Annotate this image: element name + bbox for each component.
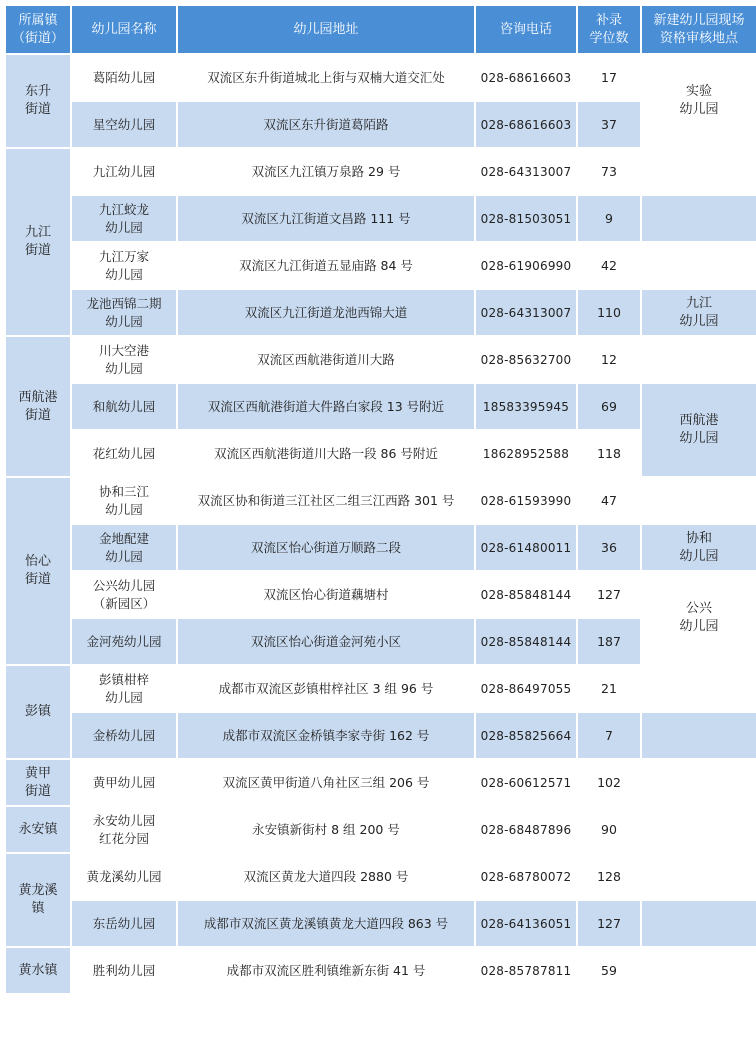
table-row [6,525,756,570]
seats-cell: 90 [578,807,640,852]
seats-cell: 17 [578,55,640,100]
address-cell: 双流区怡心街道藕塘村 [178,572,474,617]
table-row [6,196,756,241]
phone-cell: 028-85632700 [476,337,576,382]
kindergarten-table [4,4,756,995]
header-site: 新建幼儿园现场 资格审核地点 [642,6,756,53]
kindergarten-name-cell: 金桥幼儿园 [72,713,176,758]
address-cell: 成都市双流区胜利镇维新东街 41 号 [178,948,474,993]
address-cell: 永安镇新街村 8 组 200 号 [178,807,474,852]
seats-cell: 73 [578,149,640,194]
kindergarten-name-cell: 花红幼儿园 [72,431,176,476]
seats-cell: 127 [578,572,640,617]
review-site-cell: 九江 幼儿园 [642,290,756,335]
phone-cell: 028-85825664 [476,713,576,758]
phone-cell: 028-64313007 [476,290,576,335]
seats-cell: 127 [578,901,640,946]
address-cell: 双流区黄龙大道四段 2880 号 [178,854,474,899]
kindergarten-name-cell: 星空幼儿园 [72,102,176,147]
seats-cell: 102 [578,760,640,805]
district-cell: 永安镇 [6,807,70,852]
review-site-cell: 公兴 幼儿园 [642,572,756,664]
phone-cell: 028-60612571 [476,760,576,805]
review-site-cell: 协和 幼儿园 [642,525,756,570]
address-cell: 成都市双流区金桥镇李家寺街 162 号 [178,713,474,758]
seats-cell: 128 [578,854,640,899]
seats-cell: 7 [578,713,640,758]
review-site-cell [642,901,756,946]
phone-cell: 028-86497055 [476,666,576,711]
table-body [6,55,756,993]
district-cell: 怡心 街道 [6,478,70,664]
table-row [6,572,756,617]
kindergarten-name-cell: 金地配建 幼儿园 [72,525,176,570]
phone-cell: 028-61480011 [476,525,576,570]
table-row [6,243,756,288]
header-phone: 咨询电话 [476,6,576,53]
seats-cell: 21 [578,666,640,711]
district-cell: 彭镇 [6,666,70,758]
seats-cell: 118 [578,431,640,476]
table-row [6,55,756,100]
table-row [6,666,756,711]
seats-cell: 36 [578,525,640,570]
district-cell: 东升 街道 [6,55,70,147]
header-seats: 补录 学位数 [578,6,640,53]
header-district: 所属镇 （街道） [6,6,70,53]
phone-cell: 028-68780072 [476,854,576,899]
seats-cell: 42 [578,243,640,288]
table-row [6,713,756,758]
kindergarten-name-cell: 九江蛟龙 幼儿园 [72,196,176,241]
district-cell: 黄龙溪 镇 [6,854,70,946]
address-cell: 双流区九江街道文昌路 111 号 [178,196,474,241]
review-site-cell [642,337,756,382]
district-cell: 西航港 街道 [6,337,70,476]
phone-cell: 028-68616603 [476,102,576,147]
kindergarten-name-cell: 永安幼儿园 红花分园 [72,807,176,852]
table-row [6,337,756,382]
address-cell: 双流区九江街道龙池西锦大道 [178,290,474,335]
review-site-cell [642,478,756,523]
district-cell: 黄甲 街道 [6,760,70,805]
phone-cell: 028-68616603 [476,55,576,100]
review-site-cell [642,760,756,805]
kindergarten-table-wrapper [4,4,752,1039]
seats-cell: 69 [578,384,640,429]
phone-cell: 028-61593990 [476,478,576,523]
review-site-cell [642,243,756,288]
review-site-cell: 西航港 幼儿园 [642,384,756,476]
table-row [6,948,756,993]
review-site-cell [642,854,756,899]
phone-cell: 028-85848144 [476,619,576,664]
table-row [6,384,756,429]
phone-cell: 028-61906990 [476,243,576,288]
district-cell: 九江 街道 [6,149,70,335]
address-cell: 双流区九江镇万泉路 29 号 [178,149,474,194]
kindergarten-name-cell: 胜利幼儿园 [72,948,176,993]
kindergarten-name-cell: 龙池西锦二期 幼儿园 [72,290,176,335]
phone-cell: 028-81503051 [476,196,576,241]
kindergarten-name-cell: 川大空港 幼儿园 [72,337,176,382]
table-row [6,901,756,946]
review-site-cell [642,713,756,758]
phone-cell: 18628952588 [476,431,576,476]
review-site-cell [642,807,756,852]
kindergarten-name-cell: 葛陌幼儿园 [72,55,176,100]
seats-cell: 47 [578,478,640,523]
address-cell: 双流区东升街道葛陌路 [178,102,474,147]
seats-cell: 187 [578,619,640,664]
address-cell: 双流区怡心街道金河苑小区 [178,619,474,664]
address-cell: 双流区西航港街道大件路白家段 13 号附近 [178,384,474,429]
review-site-cell [642,149,756,194]
address-cell: 双流区怡心街道万顺路二段 [178,525,474,570]
kindergarten-name-cell: 九江万家 幼儿园 [72,243,176,288]
review-site-cell [642,948,756,993]
table-row [6,149,756,194]
phone-cell: 028-64313007 [476,149,576,194]
table-header [6,6,756,53]
kindergarten-name-cell: 东岳幼儿园 [72,901,176,946]
seats-cell: 12 [578,337,640,382]
kindergarten-name-cell: 黄龙溪幼儿园 [72,854,176,899]
address-cell: 双流区协和街道三江社区二组三江西路 301 号 [178,478,474,523]
address-cell: 双流区西航港街道川大路 [178,337,474,382]
kindergarten-name-cell: 协和三江 幼儿园 [72,478,176,523]
header-name: 幼儿园名称 [72,6,176,53]
table-row [6,290,756,335]
kindergarten-name-cell: 彭镇柑梓 幼儿园 [72,666,176,711]
seats-cell: 37 [578,102,640,147]
review-site-cell [642,666,756,711]
district-cell: 黄水镇 [6,948,70,993]
review-site-cell [642,196,756,241]
kindergarten-name-cell: 金河苑幼儿园 [72,619,176,664]
address-cell: 成都市双流区彭镇柑梓社区 3 组 96 号 [178,666,474,711]
seats-cell: 110 [578,290,640,335]
table-row [6,760,756,805]
address-cell: 双流区西航港街道川大路一段 86 号附近 [178,431,474,476]
phone-cell: 028-68487896 [476,807,576,852]
table-row [6,854,756,899]
table-row [6,807,756,852]
seats-cell: 9 [578,196,640,241]
review-site-cell: 实验 幼儿园 [642,55,756,147]
header-address: 幼儿园地址 [178,6,474,53]
address-cell: 成都市双流区黄龙溪镇黄龙大道四段 863 号 [178,901,474,946]
kindergarten-name-cell: 黄甲幼儿园 [72,760,176,805]
address-cell: 双流区东升街道城北上街与双楠大道交汇处 [178,55,474,100]
table-row [6,478,756,523]
phone-cell: 028-64136051 [476,901,576,946]
kindergarten-name-cell: 九江幼儿园 [72,149,176,194]
phone-cell: 18583395945 [476,384,576,429]
phone-cell: 028-85848144 [476,572,576,617]
seats-cell: 59 [578,948,640,993]
kindergarten-name-cell: 和航幼儿园 [72,384,176,429]
phone-cell: 028-85787811 [476,948,576,993]
address-cell: 双流区九江街道五显庙路 84 号 [178,243,474,288]
address-cell: 双流区黄甲街道八角社区三组 206 号 [178,760,474,805]
kindergarten-name-cell: 公兴幼儿园 （新园区） [72,572,176,617]
